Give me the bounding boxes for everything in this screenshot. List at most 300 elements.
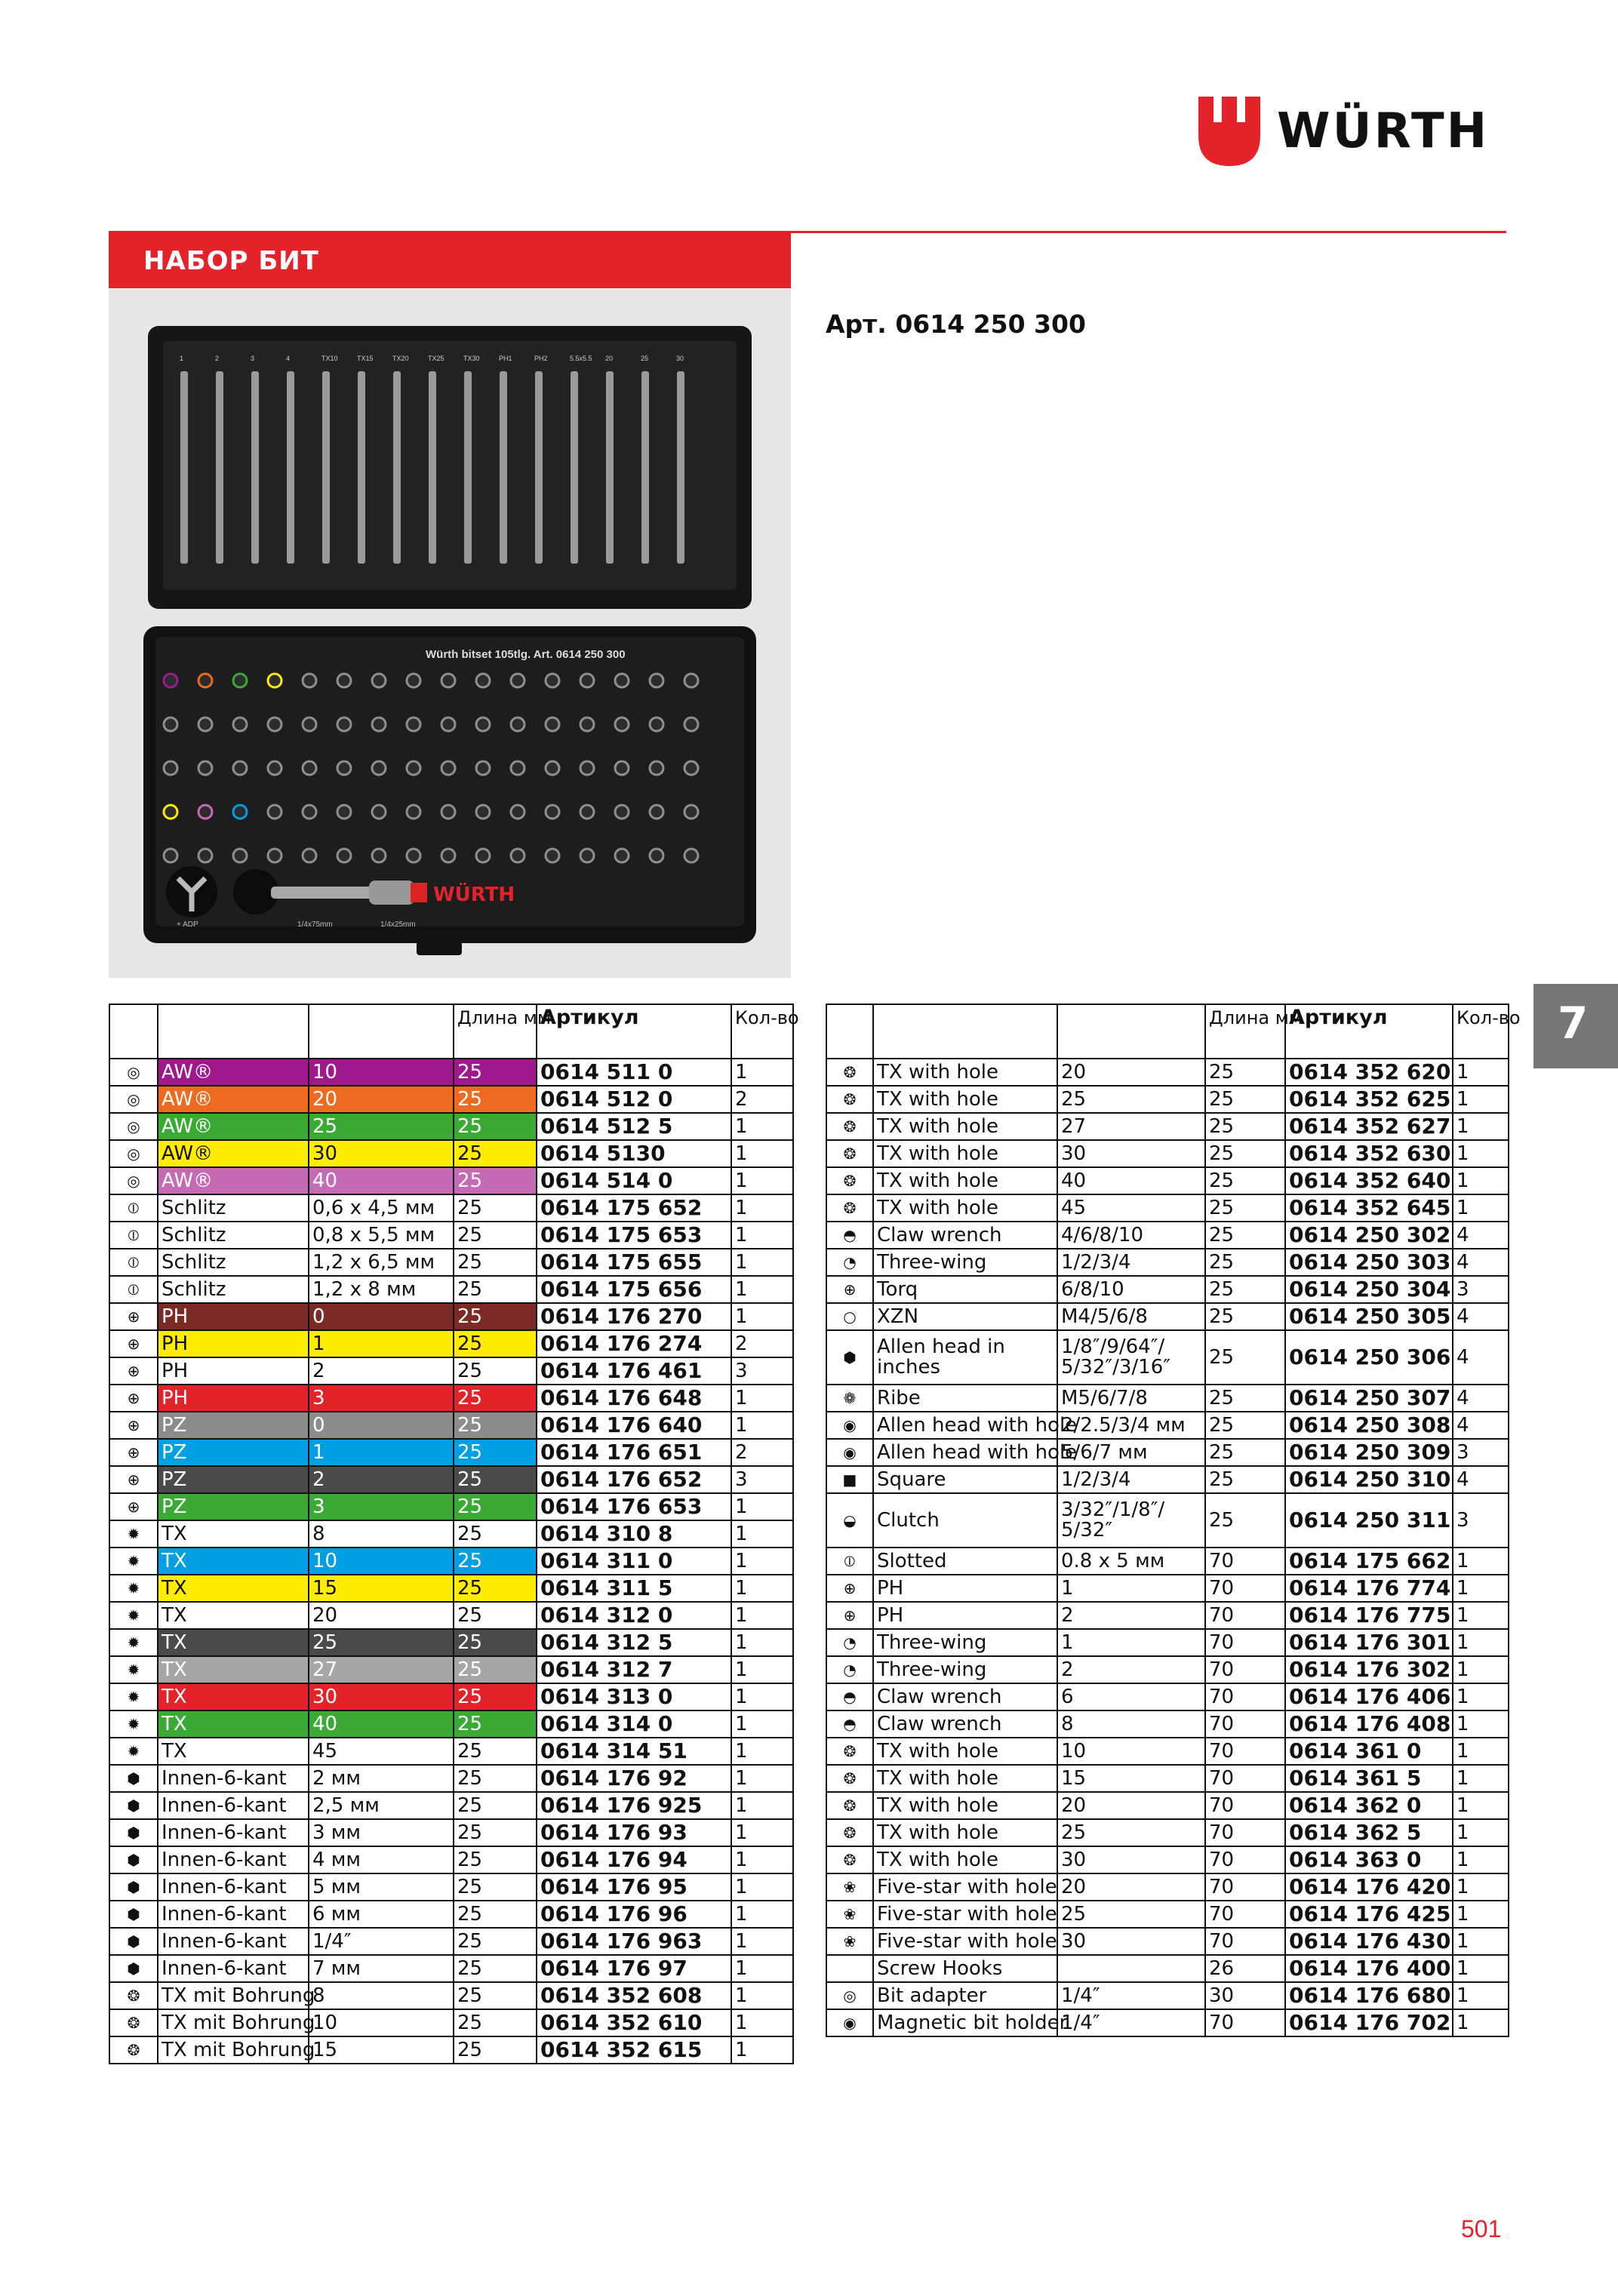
- bit-length: 25: [454, 1520, 537, 1548]
- small-bit: [441, 718, 455, 731]
- quantity: 1: [731, 1385, 793, 1412]
- bit-size: 27: [1057, 1113, 1205, 1140]
- quantity: 1: [731, 1873, 793, 1901]
- small-bit: [198, 805, 212, 819]
- article-number-cell: 0614 176 97: [537, 1955, 731, 1982]
- long-bit-label: 1: [180, 355, 184, 362]
- quantity: 1: [731, 1819, 793, 1846]
- article-number-cell: 0614 250 302: [1285, 1222, 1453, 1249]
- quantity: 1: [1453, 1086, 1509, 1113]
- article-number-cell: 0614 176 406: [1285, 1683, 1453, 1710]
- article-number-cell: 0614 176 425: [1285, 1901, 1453, 1928]
- article-number-cell: 0614 176 963: [537, 1928, 731, 1955]
- chapter-number: 7: [1558, 997, 1589, 1049]
- bit-length: 25: [454, 2009, 537, 2036]
- hex-socket-icon: ⬢: [109, 1901, 158, 1928]
- bit-length: 25: [454, 1819, 537, 1846]
- quantity: 1: [1453, 2009, 1509, 2036]
- header-cell-length: Длина мм: [1205, 1004, 1285, 1059]
- bit-size: 1: [1057, 1629, 1205, 1656]
- bit-size: 3 мм: [309, 1819, 454, 1846]
- article-number-cell: 0614 176 92: [537, 1765, 731, 1792]
- article-number-cell: 0614 250 305: [1285, 1303, 1453, 1330]
- torx-icon: ✹: [109, 1575, 158, 1602]
- table-header-row: [826, 1004, 1509, 1059]
- bit-type: TX with hole: [873, 1167, 1057, 1194]
- long-bit: [429, 371, 436, 564]
- quantity: 1: [1453, 1928, 1509, 1955]
- table-row: [109, 1765, 793, 1792]
- small-bit: [233, 718, 247, 731]
- table-row: [109, 1548, 793, 1575]
- bit-type: PZ: [158, 1412, 309, 1439]
- article-number-cell: 0614 352 627: [1285, 1113, 1453, 1140]
- table-row: [109, 1982, 793, 2009]
- long-bit: [216, 371, 223, 564]
- table-row: [109, 1086, 793, 1113]
- torx-with-hole-icon: ❂: [826, 1113, 873, 1140]
- torx-with-hole-icon: ❂: [826, 1194, 873, 1222]
- slotted-icon: ⦶: [109, 1194, 158, 1222]
- article-number-cell: 0614 314 0: [537, 1710, 731, 1738]
- article-number-cell: 0614 250 311: [1285, 1493, 1453, 1548]
- article-number-cell: 0614 311 5: [537, 1575, 731, 1602]
- bit-length: 25: [454, 1846, 537, 1873]
- bit-size: M5/6/7/8: [1057, 1385, 1205, 1412]
- hex-socket-icon: ⬢: [109, 1873, 158, 1901]
- quantity: 1: [731, 1222, 793, 1249]
- torx-icon: ✹: [109, 1656, 158, 1683]
- small-bit: [511, 805, 524, 819]
- torx-with-hole-icon: ❂: [826, 1059, 873, 1086]
- table-row: [109, 1357, 793, 1385]
- table-row: [826, 1059, 1509, 1086]
- long-bit: [251, 371, 259, 564]
- bit-length: 25: [454, 1466, 537, 1493]
- article-number-cell: 0614 314 51: [537, 1738, 731, 1765]
- case-label: Würth bitset 105tlg. Art. 0614 250 300: [426, 648, 626, 661]
- quantity: 1: [731, 2036, 793, 2064]
- bits-table-right: [826, 1004, 1521, 2037]
- torx-icon: ✹: [109, 1738, 158, 1765]
- bit-type: Claw wrench: [873, 1710, 1057, 1738]
- bit-type: Allen head with hole: [873, 1439, 1057, 1466]
- small-bit: [476, 718, 490, 731]
- small-bit: [476, 849, 490, 862]
- bit-type: TX: [158, 1602, 309, 1629]
- table-row: [826, 1765, 1509, 1792]
- bit-size: 1/8″/9/64″/ 5/32″/3/16″: [1057, 1330, 1205, 1385]
- article-number-cell: 0614 176 702: [1285, 2009, 1453, 2036]
- small-bit: [407, 718, 420, 731]
- bit-length: 25: [454, 1738, 537, 1765]
- small-bit: [684, 718, 698, 731]
- header-cell-size: [309, 1004, 454, 1059]
- bit-size: 40: [309, 1710, 454, 1738]
- table-row: [826, 1602, 1509, 1629]
- holder-label-2: 1/4x75mm: [297, 921, 333, 929]
- bit-size: 8: [309, 1520, 454, 1548]
- page-number: 501: [1461, 2215, 1502, 2242]
- article-number-cell: 0614 312 0: [537, 1602, 731, 1629]
- bit-type: Schlitz: [158, 1249, 309, 1276]
- table-row: [109, 1276, 793, 1303]
- article-number-cell: 0614 176 774: [1285, 1575, 1453, 1602]
- bit-size: 6/8/10: [1057, 1276, 1205, 1303]
- bit-length: 25: [454, 1710, 537, 1738]
- article-number-cell: 0614 512 5: [537, 1113, 731, 1140]
- table-row: [826, 1086, 1509, 1113]
- quantity: 1: [1453, 1901, 1509, 1928]
- phillips-icon: ⊕: [826, 1575, 873, 1602]
- bit-type: PH: [873, 1602, 1057, 1629]
- header-cell-icon: [109, 1004, 158, 1059]
- small-bit: [268, 674, 281, 687]
- table-row: [109, 2036, 793, 2064]
- table-row: [109, 1466, 793, 1493]
- article-number-cell: 0614 250 306: [1285, 1330, 1453, 1385]
- bit-type: Clutch: [873, 1493, 1057, 1548]
- quantity: 1: [1453, 1846, 1509, 1873]
- bit-size: 40: [309, 1167, 454, 1194]
- bit-type: Allen head in inches: [873, 1330, 1057, 1385]
- torx-with-hole-icon: ❂: [826, 1846, 873, 1873]
- bit-length: 70: [1205, 1738, 1285, 1765]
- bit-type: Innen-6-kant: [158, 1928, 309, 1955]
- quantity: 1: [731, 1955, 793, 1982]
- small-bit: [580, 849, 594, 862]
- quantity: 1: [1453, 1140, 1509, 1167]
- header-cell-icon: [826, 1004, 873, 1059]
- bit-size: 3: [309, 1493, 454, 1520]
- header-rule: [791, 231, 1506, 233]
- long-bit-label: PH2: [534, 355, 548, 362]
- long-bit-label: TX10: [321, 355, 338, 362]
- table-row: [109, 1439, 793, 1466]
- bit-length: 25: [454, 1167, 537, 1194]
- bit-type: Schlitz: [158, 1222, 309, 1249]
- bit-length: 25: [454, 1412, 537, 1439]
- bit-length: 25: [454, 1059, 537, 1086]
- bit-length: 70: [1205, 1765, 1285, 1792]
- article-number-cell: 0614 250 310: [1285, 1466, 1453, 1493]
- small-bit: [164, 718, 177, 731]
- bit-type: AW®: [158, 1059, 309, 1086]
- table-row: [109, 1330, 793, 1357]
- small-bit: [372, 674, 386, 687]
- long-bit: [535, 371, 543, 564]
- quantity: 1: [1453, 1873, 1509, 1901]
- bit-length: 25: [1205, 1276, 1285, 1303]
- bit-type: Bit adapter: [873, 1982, 1057, 2009]
- bit-size: 5 мм: [309, 1873, 454, 1901]
- table-row: [109, 1683, 793, 1710]
- bit-type: Innen-6-kant: [158, 1901, 309, 1928]
- bit-type: Torq: [873, 1276, 1057, 1303]
- quantity: 1: [1453, 1656, 1509, 1683]
- header-cell-article: Артикул: [537, 1004, 731, 1059]
- bit-size: 45: [309, 1738, 454, 1765]
- bit-length: 25: [454, 1113, 537, 1140]
- article-number-cell: 0614 313 0: [537, 1683, 731, 1710]
- bit-length: 25: [454, 1276, 537, 1303]
- table-row: [826, 1493, 1509, 1548]
- bit-size: 30: [1057, 1846, 1205, 1873]
- quantity: 1: [1453, 1683, 1509, 1710]
- header-cell-article: Артикул: [1285, 1004, 1453, 1059]
- bit-length: 70: [1205, 1548, 1285, 1575]
- small-bit: [650, 761, 663, 775]
- bit-size: 2 мм: [309, 1765, 454, 1792]
- bit-type: Magnetic bit holder: [873, 2009, 1057, 2036]
- small-bit: [198, 718, 212, 731]
- wurth-logo-text: WÜRTH: [1277, 103, 1490, 159]
- quantity: 3: [1453, 1439, 1509, 1466]
- bit-size: 30: [309, 1140, 454, 1167]
- bit-size: 30: [309, 1683, 454, 1710]
- ring-icon: ◎: [109, 1167, 158, 1194]
- torx-with-hole-icon: ❂: [109, 2036, 158, 2064]
- bit-length: 25: [454, 1086, 537, 1113]
- case-logo-text: WÜRTH: [433, 884, 515, 906]
- bit-size: 0: [309, 1303, 454, 1330]
- bit-type: Five-star with hole: [873, 1928, 1057, 1955]
- article-number-cell: 0614 176 680: [1285, 1982, 1453, 2009]
- torx-with-hole-icon: ❂: [826, 1086, 873, 1113]
- bit-size: 25: [1057, 1819, 1205, 1846]
- bit-length: 25: [1205, 1439, 1285, 1466]
- article-number-cell: 0614 176 400: [1285, 1955, 1453, 1982]
- article-number-cell: 0614 176 430: [1285, 1928, 1453, 1955]
- bit-size: 1: [309, 1439, 454, 1466]
- small-bit: [268, 849, 281, 862]
- bit-size: 30: [1057, 1928, 1205, 1955]
- table-row: [109, 1602, 793, 1629]
- quantity: 4: [1453, 1466, 1509, 1493]
- table-row: [826, 1222, 1509, 1249]
- table-row: [109, 1710, 793, 1738]
- bit-length: 25: [1205, 1086, 1285, 1113]
- ring-icon: ◎: [109, 1059, 158, 1086]
- bit-size: [1057, 1955, 1205, 1982]
- small-bit: [303, 718, 316, 731]
- small-bit: [650, 674, 663, 687]
- hex-socket-icon: ⬢: [109, 1955, 158, 1982]
- table-row: [826, 1412, 1509, 1439]
- table-row: [826, 1167, 1509, 1194]
- long-bit-label: TX20: [392, 355, 409, 362]
- table-row: [826, 1194, 1509, 1222]
- long-bit-label: 5.5x5.5: [570, 355, 592, 362]
- article-number-cell: 0614 176 652: [537, 1466, 731, 1493]
- bit-length: 25: [454, 1656, 537, 1683]
- bit-type: TX with hole: [873, 1792, 1057, 1819]
- table-row: [109, 1520, 793, 1548]
- small-bit: [164, 761, 177, 775]
- small-bit: [164, 849, 177, 862]
- torx-icon: ✹: [109, 1602, 158, 1629]
- hex-socket-icon: ⬢: [826, 1330, 873, 1385]
- bit-length: 25: [454, 1493, 537, 1520]
- quantity: 2: [731, 1330, 793, 1357]
- small-bit: [372, 805, 386, 819]
- bit-size: 1/2/3/4: [1057, 1466, 1205, 1493]
- bit-size: 20: [309, 1602, 454, 1629]
- small-bit: [268, 761, 281, 775]
- small-bit: [164, 805, 177, 819]
- small-bit: [684, 674, 698, 687]
- bit-size: 30: [1057, 1140, 1205, 1167]
- bit-length: 25: [1205, 1466, 1285, 1493]
- quantity: 1: [1453, 1982, 1509, 2009]
- bit-type: XZN: [873, 1303, 1057, 1330]
- ring-icon: ◎: [109, 1140, 158, 1167]
- table-row: [826, 1683, 1509, 1710]
- bit-size: 2: [1057, 1656, 1205, 1683]
- bit-size: 0.8 x 5 мм: [1057, 1548, 1205, 1575]
- bit-type: Square: [873, 1466, 1057, 1493]
- bit-type: TX: [158, 1710, 309, 1738]
- bit-type: TX with hole: [873, 1194, 1057, 1222]
- bit-size: 25: [309, 1113, 454, 1140]
- bit-length: 25: [1205, 1194, 1285, 1222]
- bit-size: 5/6/7 мм: [1057, 1439, 1205, 1466]
- torx-with-hole-icon: ❂: [826, 1140, 873, 1167]
- bit-length: 70: [1205, 1602, 1285, 1629]
- small-bit: [337, 849, 351, 862]
- small-bit: [580, 761, 594, 775]
- bit-type: Schlitz: [158, 1194, 309, 1222]
- small-bit: [580, 805, 594, 819]
- article-number-cell: 0614 175 656: [537, 1276, 731, 1303]
- table-row: [826, 1629, 1509, 1656]
- table-row: [826, 1846, 1509, 1873]
- bit-size: 8: [1057, 1710, 1205, 1738]
- bit-type: Five-star with hole: [873, 1901, 1057, 1928]
- phillips-icon: ⊕: [109, 1330, 158, 1357]
- bit-size: 15: [309, 2036, 454, 2064]
- small-bit: [164, 674, 177, 687]
- long-bit-label: 4: [286, 355, 291, 362]
- hex-with-hole-icon: ◉: [826, 2009, 873, 2036]
- table-row: [109, 1928, 793, 1955]
- table-row: [826, 1819, 1509, 1846]
- quantity: 4: [1453, 1303, 1509, 1330]
- header-cell-qty: Кол-во: [1453, 1004, 1509, 1059]
- long-bit: [180, 371, 188, 564]
- quantity: 1: [731, 1575, 793, 1602]
- bit-size: 2,5 мм: [309, 1792, 454, 1819]
- bit-length: 30: [1205, 1982, 1285, 2009]
- table-row: [109, 1493, 793, 1520]
- bit-length: 25: [454, 1765, 537, 1792]
- torx-with-hole-icon: ❂: [826, 1792, 873, 1819]
- table-row: [109, 1955, 793, 1982]
- torx-icon: ✹: [109, 1683, 158, 1710]
- quantity: 1: [731, 1982, 793, 2009]
- bit-length: 25: [454, 1928, 537, 1955]
- bit-type: AW®: [158, 1140, 309, 1167]
- torx-with-hole-icon: ❂: [826, 1819, 873, 1846]
- article-number-cell: 0614 175 653: [537, 1222, 731, 1249]
- table-row: [109, 1249, 793, 1276]
- small-bit: [337, 718, 351, 731]
- long-bit: [464, 371, 472, 564]
- quantity: 1: [731, 1792, 793, 1819]
- bit-size: 1: [309, 1330, 454, 1357]
- pozidriv-icon: ⊕: [109, 1412, 158, 1439]
- torx-icon: ✹: [109, 1710, 158, 1738]
- bit-length: 25: [454, 1575, 537, 1602]
- article-number-cell: 0614 312 7: [537, 1656, 731, 1683]
- bit-size: 20: [1057, 1059, 1205, 1086]
- bit-length: 25: [454, 1683, 537, 1710]
- article-number-cell: 0614 176 653: [537, 1493, 731, 1520]
- quantity: 3: [1453, 1493, 1509, 1548]
- bit-length: 70: [1205, 1575, 1285, 1602]
- article-number-cell: 0614 311 0: [537, 1548, 731, 1575]
- bit-size: 1: [1057, 1575, 1205, 1602]
- article-number-cell: 0614 250 308: [1285, 1412, 1453, 1439]
- bit-length: 70: [1205, 1792, 1285, 1819]
- bit-length: 25: [454, 1303, 537, 1330]
- article-number-cell: 0614 512 0: [537, 1086, 731, 1113]
- torx-with-hole-icon: ❂: [109, 2009, 158, 2036]
- small-bit: [650, 805, 663, 819]
- phillips-icon: ⊕: [109, 1385, 158, 1412]
- table-header-row: [109, 1004, 793, 1059]
- wurth-logo: [1198, 97, 1508, 166]
- quantity: 3: [731, 1357, 793, 1385]
- small-bit: [337, 805, 351, 819]
- article-number-cell: 0614 176 648: [537, 1385, 731, 1412]
- article-number-cell: 0614 352 630: [1285, 1140, 1453, 1167]
- bit-type: Innen-6-kant: [158, 1819, 309, 1846]
- small-bit: [268, 718, 281, 731]
- bits-table-left: [109, 1004, 799, 2064]
- bit-type: AW®: [158, 1113, 309, 1140]
- bit-size: 0,8 x 5,5 мм: [309, 1222, 454, 1249]
- small-bit: [580, 718, 594, 731]
- product-photo: [109, 288, 791, 978]
- bit-size: 0: [309, 1412, 454, 1439]
- article-number-cell: 0614 362 0: [1285, 1792, 1453, 1819]
- bit-size: 10: [309, 2009, 454, 2036]
- square-icon: ■: [826, 1466, 873, 1493]
- table-row: [109, 1303, 793, 1330]
- bit-size: 10: [1057, 1738, 1205, 1765]
- table-row: [109, 1656, 793, 1683]
- bit-length: 25: [454, 1330, 537, 1357]
- table-row: [826, 1466, 1509, 1493]
- article-number-cell: 0614 352 640: [1285, 1167, 1453, 1194]
- ring-icon: ◎: [826, 1982, 873, 2009]
- quantity: 1: [731, 1140, 793, 1167]
- bit-type: Innen-6-kant: [158, 1873, 309, 1901]
- table-row: [826, 1873, 1509, 1901]
- bit-type: TX with hole: [873, 1819, 1057, 1846]
- bit-size: 2: [309, 1466, 454, 1493]
- table-row: [826, 1385, 1509, 1412]
- quantity: 1: [1453, 1194, 1509, 1222]
- table-row: [109, 1059, 793, 1086]
- slotted-icon: ⦶: [109, 1222, 158, 1249]
- bit-type: TX mit Bohrung: [158, 2009, 309, 2036]
- article-number-cell: 0614 176 94: [537, 1846, 731, 1873]
- table-row: [826, 1901, 1509, 1928]
- bit-length: 25: [454, 1357, 537, 1385]
- small-bit: [233, 761, 247, 775]
